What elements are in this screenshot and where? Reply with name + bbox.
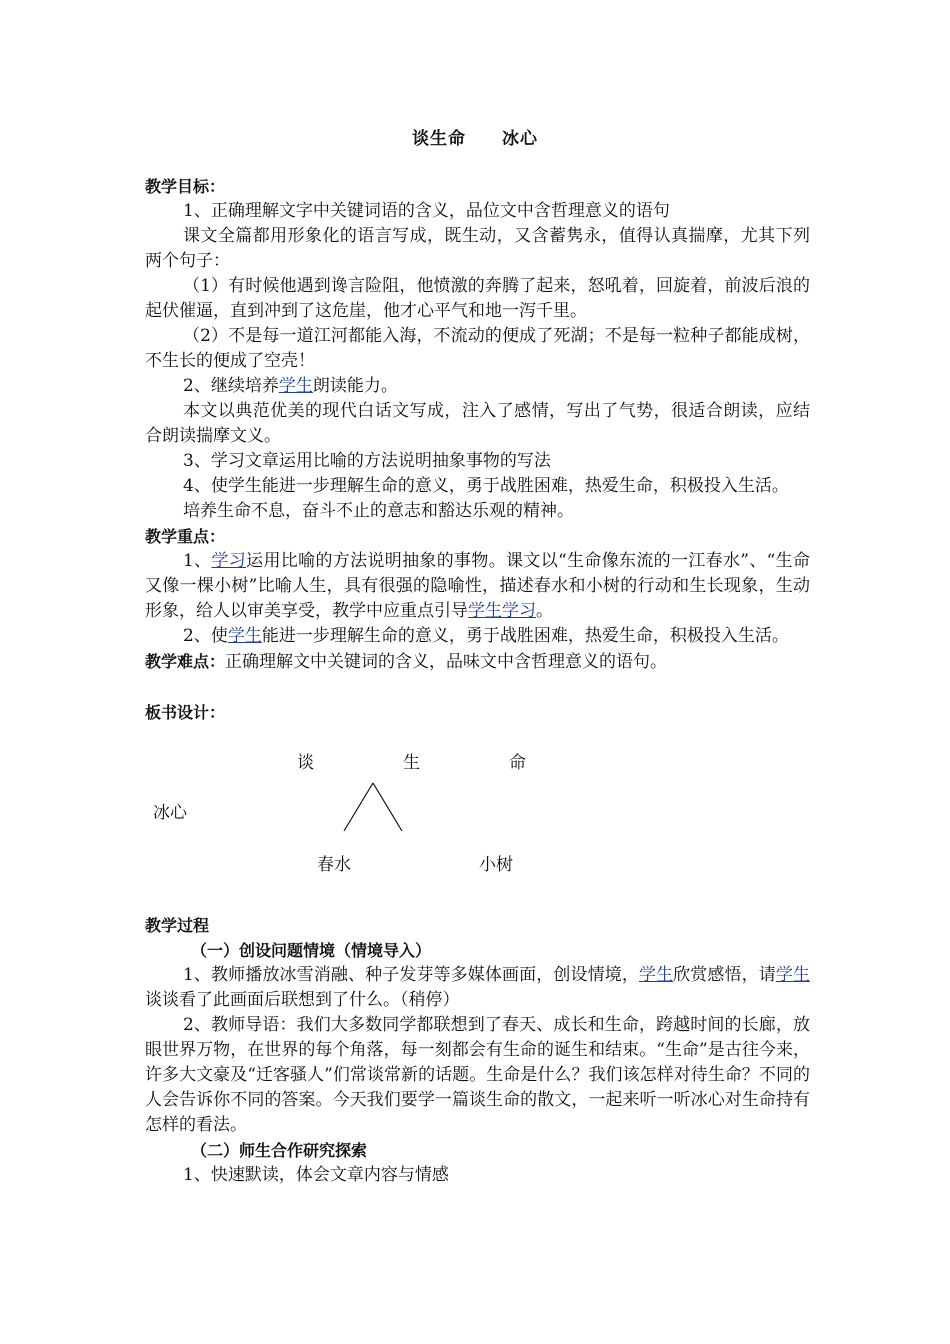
document-body: [145, 174, 810, 1188]
board-branch-lines: [335, 779, 415, 835]
process-section-1: （一）创设问题情境（情境导入）: [191, 941, 432, 960]
focus-2-text: 能进一步理解生命的意义，勇于战胜困难，热爱生命，积极投入生活。: [261, 626, 789, 646]
process-1-text-mid: 欣赏感悟，请: [673, 965, 776, 985]
goal-4-desc: 培养生命不息，奋斗不止的意志和豁达乐观的精神。: [183, 501, 574, 521]
board-author: 冰心: [153, 803, 187, 823]
process-2: 2、教师导语：我们大多数同学都联想到了春天、成长和生命，跨越时间的长廊，放眼世界万物，在世界的每个角落，每一刻都会有生命的诞生和结束。“生命”是古往今来，许多大文豪及“迁客骚人”们常谈常新的话题。生命是什么？我们该怎样对待生命？不同的人会告诉你不同的答案。今天我们要学一篇谈生命的散文，一起来听一听冰心对生命持有怎样的看法。: [145, 1015, 810, 1135]
process-heading: 教学过程: [145, 916, 210, 935]
process-1: [145, 963, 810, 1013]
difficulty-heading: 教学难点：: [145, 652, 226, 671]
focus-1: [145, 549, 810, 624]
focus-2-num: 2、使: [183, 626, 228, 646]
board-design: [145, 729, 810, 913]
link-student[interactable]: 学生: [278, 376, 313, 396]
link-study[interactable]: 学习: [211, 551, 247, 571]
sentence-2: （2）不是每一道江河都能入海，不流动的便成了死湖；不是每一粒种子都能成树，不生长的便成了空壳！: [145, 326, 810, 371]
board-char-1: 谈: [297, 753, 314, 773]
board-char-3: 命: [509, 753, 526, 773]
link-student-study[interactable]: 学生学习: [468, 601, 536, 621]
link-student[interactable]: 学生: [775, 965, 811, 985]
board-left-branch: 春水: [317, 855, 351, 875]
focus-1-text: 运用比喻的方法说明抽象的事物。课文以“生命像东流的一江春水”、“生命又像一棵小树”比喻人生，具有很强的隐喻性，描述春水和小树的行动和生长现象，生动形象，给人以审美享受，教学中应重点引导: [145, 551, 810, 621]
goal-1-desc: 课文全篇都用形象化的语言写成，既生动，又含蓄隽永，值得认真揣摩，尤其下列两个句子：: [145, 226, 810, 271]
difficulty: [145, 649, 810, 675]
link-student[interactable]: 学生: [638, 965, 674, 985]
focus-heading: 教学重点：: [145, 527, 226, 546]
goal-2-text: 2、继续培养: [183, 376, 279, 396]
focus-1-num: 1、: [183, 551, 212, 571]
goals-heading: 教学目标：: [145, 177, 226, 196]
board-heading: 板书设计：: [145, 703, 226, 722]
goal-2-desc: 本文以典范优美的现代白话文写成，注入了感情，写出了气势，很适合朗读，应结合朗读揣摩文义。: [145, 401, 810, 446]
focus-2: [145, 624, 810, 649]
title-author: 冰心: [502, 129, 538, 149]
board-char-2: 生: [403, 753, 420, 773]
process-1-text-end: 谈谈看了此画面后联想到了什么。（稍停）: [145, 990, 460, 1010]
process-section-2: （二）师生合作研究探索: [191, 1141, 368, 1160]
focus-1-end: 。: [536, 601, 553, 621]
process-1-text: 1、教师播放冰雪消融、种子发芽等多媒体画面，创设情境，: [183, 965, 639, 985]
link-student[interactable]: 学生: [227, 626, 262, 646]
title-text: 谈生命: [412, 129, 466, 149]
goal-1: 1、正确理解文字中关键词语的含义，品位文中含哲理意义的语句: [183, 201, 670, 221]
goal-4: 4、使学生能进一步理解生命的意义，勇于战胜困难，热爱生命，积极投入生活。: [183, 476, 789, 496]
goal-2: [145, 374, 810, 399]
goal-3: 3、学习文章运用比喻的方法说明抽象事物的写法: [183, 451, 551, 471]
sentence-1: （1）有时候他遇到谗言险阻，他愤激的奔腾了起来，怒吼着，回旋着，前波后浪的起伏催逼，直到冲到了这危崖，他才心平气和地一泻千里。: [145, 276, 810, 321]
board-right-branch: 小树: [479, 855, 513, 875]
spacer: [145, 675, 810, 700]
page-title: [0, 124, 950, 149]
process-3: 1、快速默读，体会文章内容与情感: [183, 1165, 449, 1185]
goal-2-text-end: 朗读能力。: [312, 376, 398, 396]
difficulty-text: 正确理解文中关键词的含义，品味文中含哲理意义的语句。: [225, 652, 668, 672]
